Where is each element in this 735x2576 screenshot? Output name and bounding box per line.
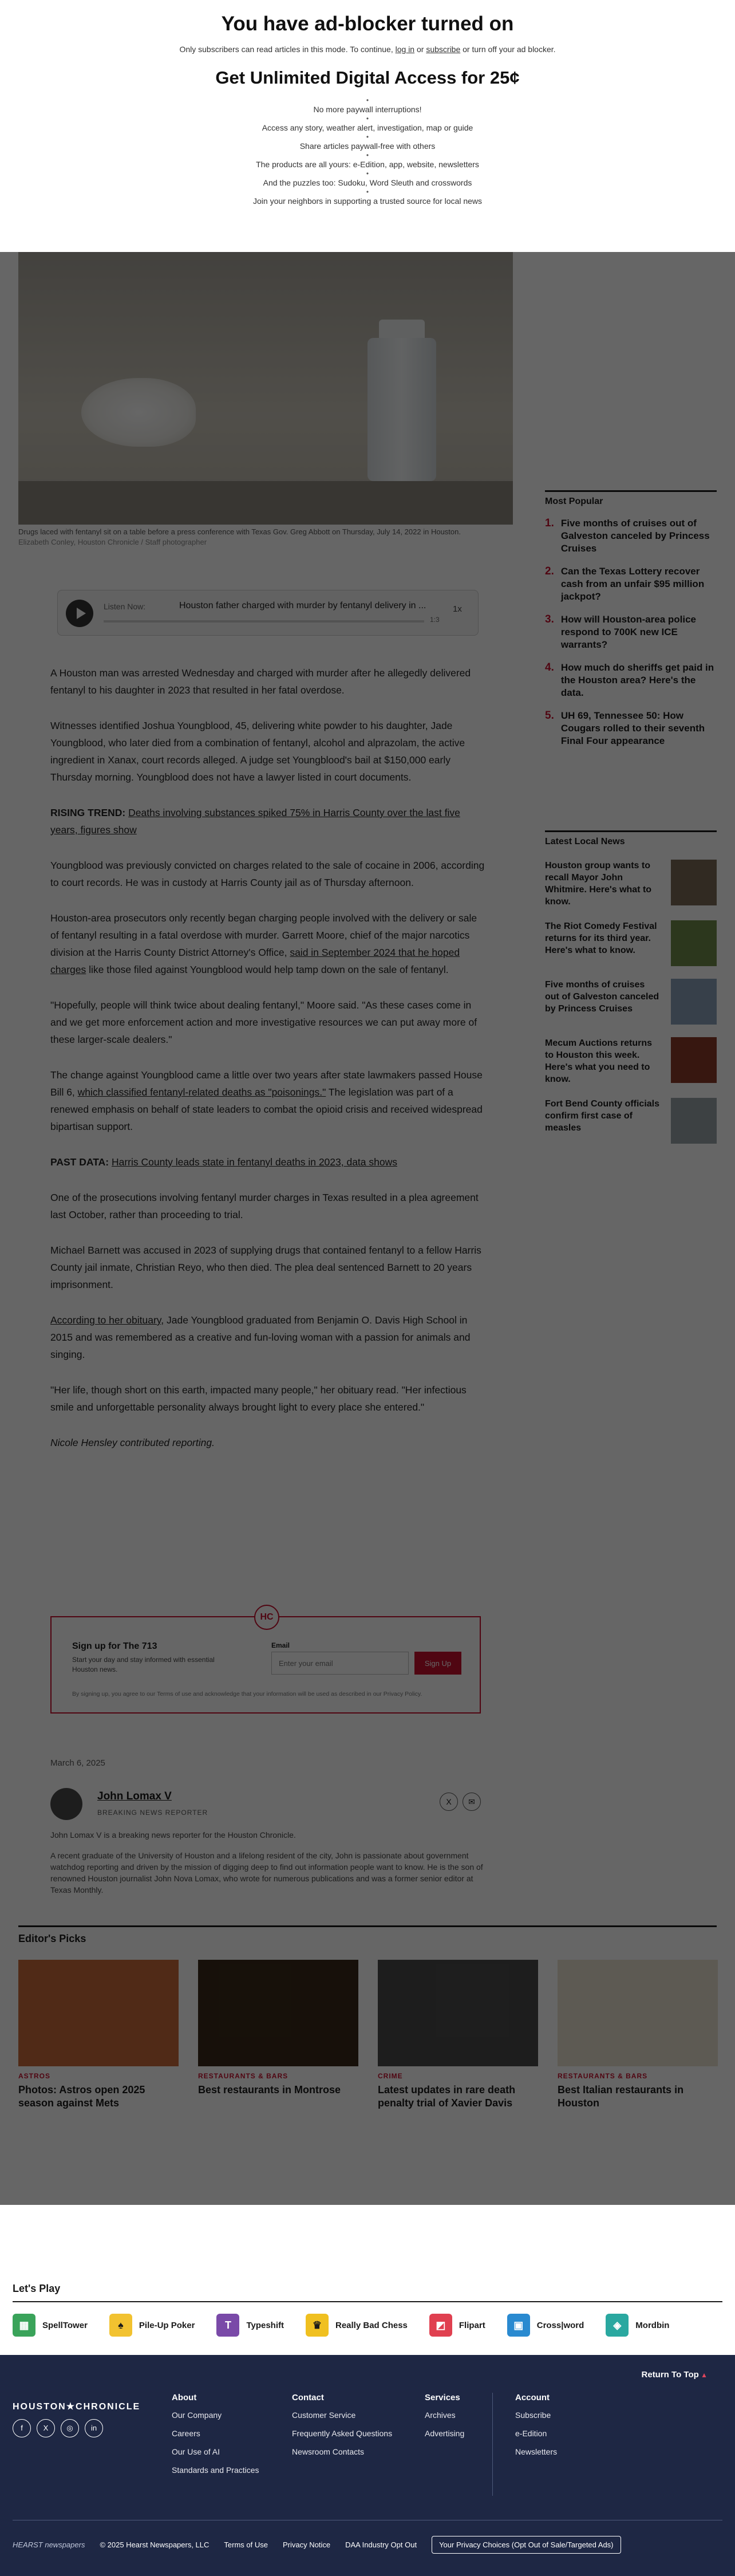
privacy-notice-link[interactable]: Privacy Notice xyxy=(282,2540,331,2549)
footer-link[interactable]: Subscribe xyxy=(515,2410,551,2420)
games-list xyxy=(13,2314,669,2337)
paywall-subtext-pre: Only subscribers can read articles in this mode. To continue, xyxy=(179,45,393,54)
game-name: SpellTower xyxy=(42,2320,88,2330)
footer-col-services xyxy=(425,2393,464,2447)
paywall-subtext-post: or turn off your ad blocker. xyxy=(463,45,556,54)
game-name: Typeshift xyxy=(246,2320,284,2330)
paywall-benefit-item: • Join your neighbors in supporting a trusted source for local news xyxy=(0,188,735,206)
footer-link[interactable]: Our Company xyxy=(172,2410,222,2420)
footer-heading: About xyxy=(172,2393,197,2402)
game-link[interactable] xyxy=(13,2314,88,2337)
paywall-headline: You have ad-blocker turned on xyxy=(221,13,514,35)
game-icon: ◩ xyxy=(429,2314,452,2337)
privacy-choices-button[interactable]: Your Privacy Choices (Opt Out of Sale/Targeted Ads) xyxy=(432,2536,621,2554)
game-name: Really Bad Chess xyxy=(335,2320,408,2330)
game-icon: ◈ xyxy=(606,2314,629,2337)
footer-link[interactable]: e-Edition xyxy=(515,2429,547,2438)
game-name: Pile-Up Poker xyxy=(139,2320,195,2330)
game-link[interactable] xyxy=(216,2314,284,2337)
footer-links xyxy=(425,2410,464,2438)
footer-link[interactable]: Customer Service xyxy=(292,2410,356,2420)
game-name: Cross|word xyxy=(536,2320,584,2330)
instagram-icon[interactable]: ◎ xyxy=(61,2419,79,2437)
footer-links xyxy=(515,2410,557,2456)
game-link[interactable] xyxy=(606,2314,669,2337)
game-link[interactable] xyxy=(306,2314,408,2337)
game-icon: T xyxy=(216,2314,239,2337)
social-links xyxy=(13,2419,103,2437)
lets-play-heading: Let's Play xyxy=(13,2283,61,2294)
login-link[interactable]: log in xyxy=(395,45,415,54)
paywall-benefit-item: • No more paywall interruptions! xyxy=(0,96,735,115)
subscribe-link[interactable]: subscribe xyxy=(426,45,461,54)
footer-col-contact xyxy=(292,2393,392,2465)
footer-col-about xyxy=(172,2393,259,2484)
footer-heading: Account xyxy=(515,2393,550,2402)
daa-opt-out-link[interactable]: DAA Industry Opt Out xyxy=(345,2540,417,2549)
x-icon[interactable]: X xyxy=(37,2419,55,2437)
houston-chronicle-logo[interactable]: HOUSTON★CHRONICLE xyxy=(13,2402,141,2412)
footer-col-account xyxy=(515,2393,557,2465)
footer-links xyxy=(172,2410,259,2475)
game-icon: ♠ xyxy=(109,2314,132,2337)
return-to-top-button[interactable]: Return To Top ▲ xyxy=(642,2370,708,2380)
facebook-icon[interactable]: f xyxy=(13,2419,31,2437)
game-link[interactable] xyxy=(109,2314,195,2337)
copyright: © 2025 Hearst Newspapers, LLC xyxy=(100,2540,210,2549)
game-icon: ▦ xyxy=(13,2314,35,2337)
footer-link[interactable]: Newsletters xyxy=(515,2447,558,2456)
footer-link[interactable]: Careers xyxy=(172,2429,200,2438)
paywall-or: or xyxy=(416,45,424,54)
footer-link[interactable]: Our Use of AI xyxy=(172,2447,220,2456)
hearst-logo[interactable]: HEARST newspapers xyxy=(13,2540,85,2549)
paywall-benefit-item: • The products are all yours: e-Edition, app, website, newsletters xyxy=(0,151,735,170)
game-name: Flipart xyxy=(459,2320,485,2330)
footer-link[interactable]: Frequently Asked Questions xyxy=(292,2429,393,2438)
game-link[interactable] xyxy=(429,2314,485,2337)
paywall-benefit-item: • Share articles paywall-free with others xyxy=(0,133,735,151)
footer-legal xyxy=(13,2536,621,2554)
game-icon: ▣ xyxy=(507,2314,530,2337)
paywall-benefits xyxy=(0,96,735,206)
divider xyxy=(492,2393,493,2496)
footer-link[interactable]: Standards and Practices xyxy=(172,2465,259,2475)
linkedin-icon[interactable]: in xyxy=(85,2419,103,2437)
paywall-benefit-item: • And the puzzles too: Sudoku, Word Sleuth and crosswords xyxy=(0,170,735,188)
game-link[interactable] xyxy=(507,2314,584,2337)
paywall-benefit-item: • Access any story, weather alert, investigation, map or guide xyxy=(0,115,735,133)
footer-links xyxy=(292,2410,392,2456)
footer-heading: Contact xyxy=(292,2393,324,2402)
paywall-offer[interactable]: Get Unlimited Digital Access for 25¢ xyxy=(215,68,520,88)
divider xyxy=(13,2301,722,2302)
footer-heading: Services xyxy=(425,2393,460,2402)
adblock-paywall xyxy=(0,0,735,252)
game-icon: ♛ xyxy=(306,2314,329,2337)
footer-link[interactable]: Advertising xyxy=(425,2429,465,2438)
paywall-subtext xyxy=(0,45,735,54)
footer-link[interactable]: Archives xyxy=(425,2410,456,2420)
site-footer xyxy=(0,2355,735,2576)
footer-link[interactable]: Newsroom Contacts xyxy=(292,2447,365,2456)
game-name: Mordbin xyxy=(635,2320,670,2330)
terms-link[interactable]: Terms of Use xyxy=(224,2540,268,2549)
